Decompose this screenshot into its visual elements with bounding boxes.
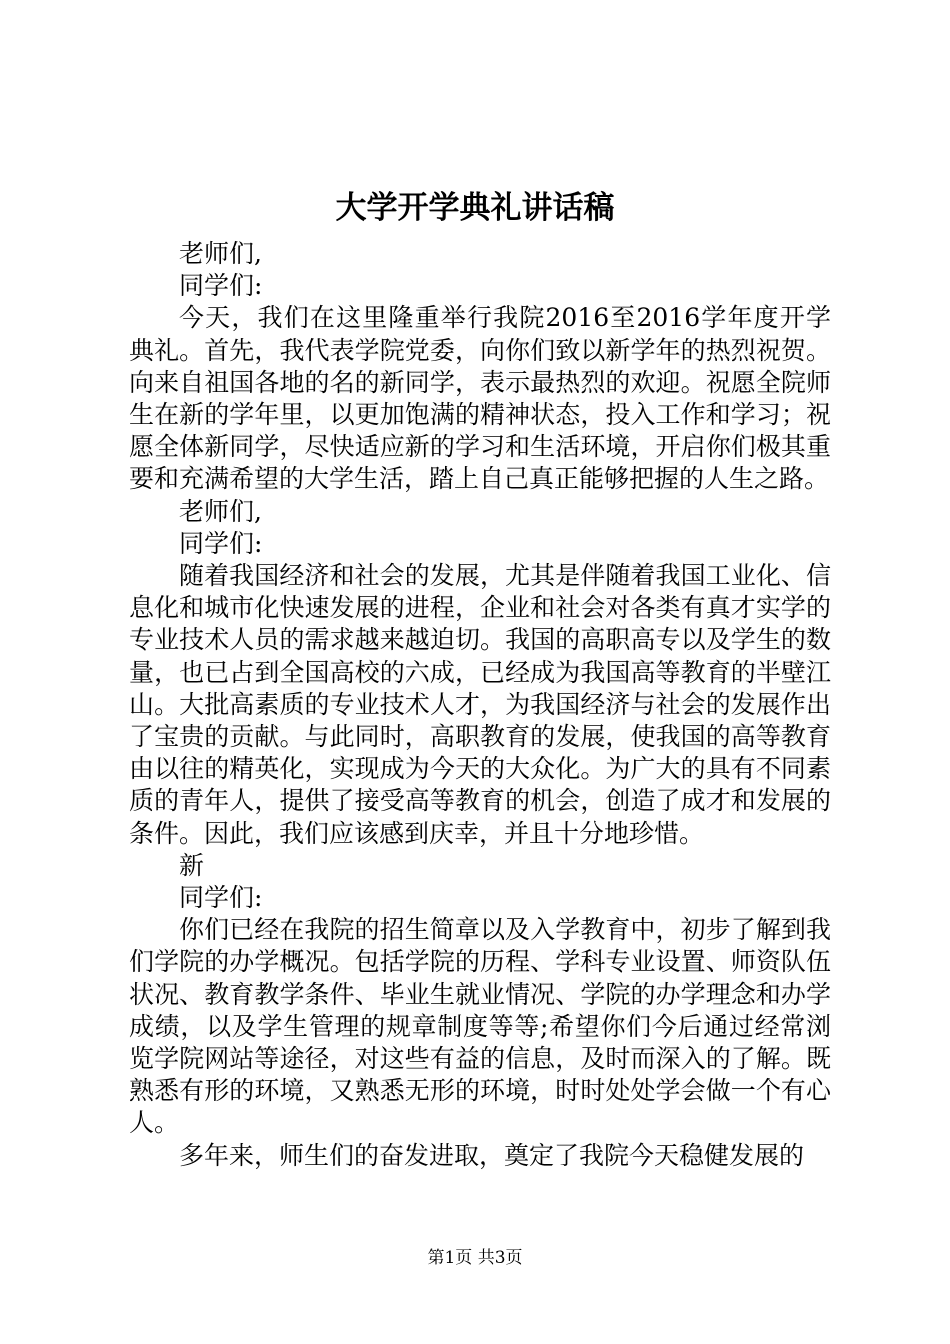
paragraph-development: 随着我国经济和社会的发展，尤其是伴随着我国工业化、信息化和城市化快速发展的进程，企业和社会对各类有真才实学的专业技术人员的需求越来越迫切。我国的高职高专以及学生的数量，也已占到全国高校的六成，已经成为我国高等教育的半壁江山。大批高素质的专业技术人才，为我国经济与社会的发展作出了宝贵的贡献。与此同时，高职教育的发展，使我国的高等教育由以往的精英化，实现成为今天的大众化。为广大的具有不同素质的青年人，提供了接受高等教育的机会，创造了成才和发展的条件。因此，我们应该感到庆幸，并且十分地珍惜。: [129, 561, 831, 848]
salutation-teachers: 老师们,: [179, 239, 262, 268]
paragraph-years: 多年来，师生们的奋发进取，奠定了我院今天稳健发展的: [179, 1140, 805, 1170]
salutation-new: 新: [179, 850, 205, 880]
salutation-students-2: 同学们:: [179, 528, 263, 558]
salutation-students-3: 同学们:: [179, 883, 263, 913]
salutation-students: 同学们:: [179, 271, 263, 301]
document-body: [129, 205, 831, 1172]
salutation-teachers-2: 老师们,: [179, 496, 262, 526]
paragraph-opening: 今天，我们在这里隆重举行我院2016至2016学年度开学典礼。首先，我代表学院党委，向你们致以新学年的热烈祝贺。向来自祖国各地的名的新同学，表示最热烈的欢迎。祝愿全院师生在新的学年里，以更加饱满的精神状态，投入工作和学习；祝愿全体新同学，尽快适应新的学习和生活环境，开启你们极其重要和充满希望的大学生活，踏上自己真正能够把握的人生之路。: [129, 303, 831, 494]
document-title: 大学开学典礼讲话稿: [335, 190, 615, 226]
page-number-footer: 第1页 共3页: [427, 1248, 523, 1268]
paragraph-college-overview: 你们已经在我院的招生简章以及入学教育中，初步了解到我们学院的办学概况。包括学院的历程、学科专业设置、师资队伍状况、教育教学条件、毕业生就业情况、学院的办学理念和办学成绩，以及学生管理的规章制度等等;希望你们今后通过经常浏览学院网站等途径，对这些有益的信息，及时而深入的了解。既熟悉有形的环境，又熟悉无形的环境，时时处处学会做一个有心人。: [129, 915, 831, 1138]
